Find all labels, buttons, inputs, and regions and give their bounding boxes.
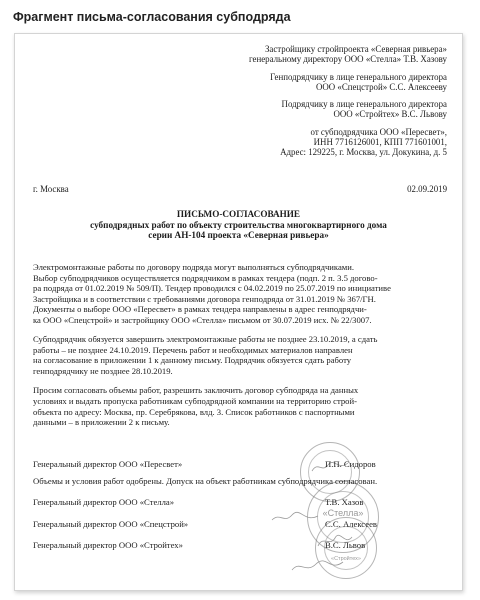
signature-block bbox=[33, 459, 448, 551]
letter-title bbox=[15, 209, 462, 241]
addressee-line: Застройщику стройпроекта «Северная ривьера» bbox=[264, 44, 447, 54]
stroyteh-stamp-text: «Стройтех» bbox=[331, 556, 361, 562]
body-line: на согласование в приложении 1 к данному письму. Подрядчик обязуется сдать работу bbox=[33, 355, 352, 366]
body-line: объекта по адресу: Москва, пр. Серебрякова, влд. 3. Список работников с паспортными bbox=[33, 406, 355, 417]
body-line: Застройщика и в соответствии с требованиями договора генподряда от 31.01.2019 № 367/ГН. bbox=[33, 293, 376, 304]
body-line: Субподрядчик обязуется завершить электромонтажные работы не позднее 23.10.2019, а сдать bbox=[33, 334, 378, 345]
letter-sheet bbox=[14, 33, 463, 591]
approval-note-text: Объемы и условия работ одобрены. Допуск на объект работникам субподрядчика согласован. bbox=[33, 475, 378, 486]
sender-line: ИНН 7716126001, КПП 771601001, bbox=[313, 137, 447, 148]
body-line: Документы о выборе ООО «Пересвет» в рамках тендера направлены в адрес генподрядчи- bbox=[33, 304, 367, 315]
sender-line: Адрес: 129225, г. Москва, ул. Докукина, д. 5 bbox=[280, 147, 447, 158]
addressee-developer bbox=[147, 44, 447, 65]
letter-date: 02.09.2019 bbox=[407, 184, 447, 194]
addressee-general-contractor bbox=[147, 72, 447, 93]
signature-row-specstroy bbox=[33, 519, 448, 530]
title-line: серии АН-104 проекта «Северная ривьера» bbox=[148, 230, 329, 241]
signer-name: Т.В. Хазов bbox=[325, 497, 364, 508]
body-line: ра подряда от 01.02.2019 № 509/П). Тендер проводился с 04.02.2019 по 25.07.2019 по инициативе bbox=[33, 283, 391, 294]
signer-name: П.П. Сидоров bbox=[325, 459, 376, 469]
signature-row-stroyteh bbox=[33, 540, 448, 551]
paragraph-request bbox=[33, 385, 448, 427]
paragraph-deadlines bbox=[33, 334, 448, 376]
body-line: Выбор субподрядчиков осуществляется подрядчиком в рамках тендера (подп. 2 п. 3.5 догово- bbox=[33, 272, 378, 283]
title-line: субподрядных работ по объекту строительства многоквартирного дома bbox=[90, 219, 387, 230]
signer-position: Генеральный директор ООО «Пересвет» bbox=[33, 459, 183, 469]
signer-name: С.С. Алексеев bbox=[325, 518, 377, 529]
body-line: работы – не позднее 24.10.2019. Перечень работ и необходимых материалов направлен bbox=[33, 344, 353, 355]
addressee-block bbox=[147, 44, 447, 165]
signer-position: Генеральный директор ООО «Стройтех» bbox=[33, 540, 183, 551]
body-line: ка ООО «Спецстрой» и застройщику ООО «Стелла» письмом от 30.07.2019 исх. № 22/3007. bbox=[33, 314, 372, 325]
letter-body bbox=[33, 262, 448, 437]
addressee-line: Подрядчику в лице генерального директора bbox=[281, 99, 447, 110]
addressee-line: ООО «Спецстрой» С.С. Алексееву bbox=[315, 81, 447, 92]
sender-line: от субподрядчика ООО «Пересвет», bbox=[310, 126, 447, 137]
title-line: ПИСЬМО-СОГЛАСОВАНИЕ bbox=[176, 209, 301, 219]
sender-block bbox=[147, 127, 447, 158]
addressee-line: Генподрядчику в лице генерального директора bbox=[270, 71, 447, 82]
signer-name: В.С. Львов bbox=[325, 540, 366, 551]
addressee-line: ООО «Стройтех» В.С. Львову bbox=[333, 109, 447, 120]
body-line: Просим согласовать объемы работ, разрешить заключить договор субподряда на данных bbox=[33, 385, 359, 396]
approval-note bbox=[33, 476, 448, 487]
addressee-contractor bbox=[147, 99, 447, 120]
body-line: данными – в приложении 2 к письму. bbox=[33, 417, 170, 428]
signature-row-peresvet bbox=[33, 459, 448, 470]
signer-position: Генеральный директор ООО «Стелла» bbox=[33, 497, 175, 508]
paragraph-tender bbox=[33, 262, 448, 325]
addressee-line: генеральному директору ООО «Стелла» Т.В. Хазову bbox=[248, 54, 447, 65]
stella-stamp-text: «Стелла» bbox=[322, 508, 364, 518]
letter-place: г. Москва bbox=[33, 184, 69, 194]
page-caption: Фрагмент письма-согласования субподряда bbox=[13, 10, 291, 24]
signature-row-stella bbox=[33, 497, 448, 508]
signer-position: Генеральный директор ООО «Спецстрой» bbox=[33, 518, 189, 529]
signature-scribble bbox=[290, 558, 345, 576]
body-line: генподрядчику не позднее 28.10.2019. bbox=[33, 365, 173, 376]
body-line: условиях и выдать пропуска работникам субподрядной компании на территорию строй- bbox=[33, 396, 357, 407]
body-line: Электромонтажные работы по договору подряда могут выполняться субподрядчиками. bbox=[33, 262, 355, 272]
